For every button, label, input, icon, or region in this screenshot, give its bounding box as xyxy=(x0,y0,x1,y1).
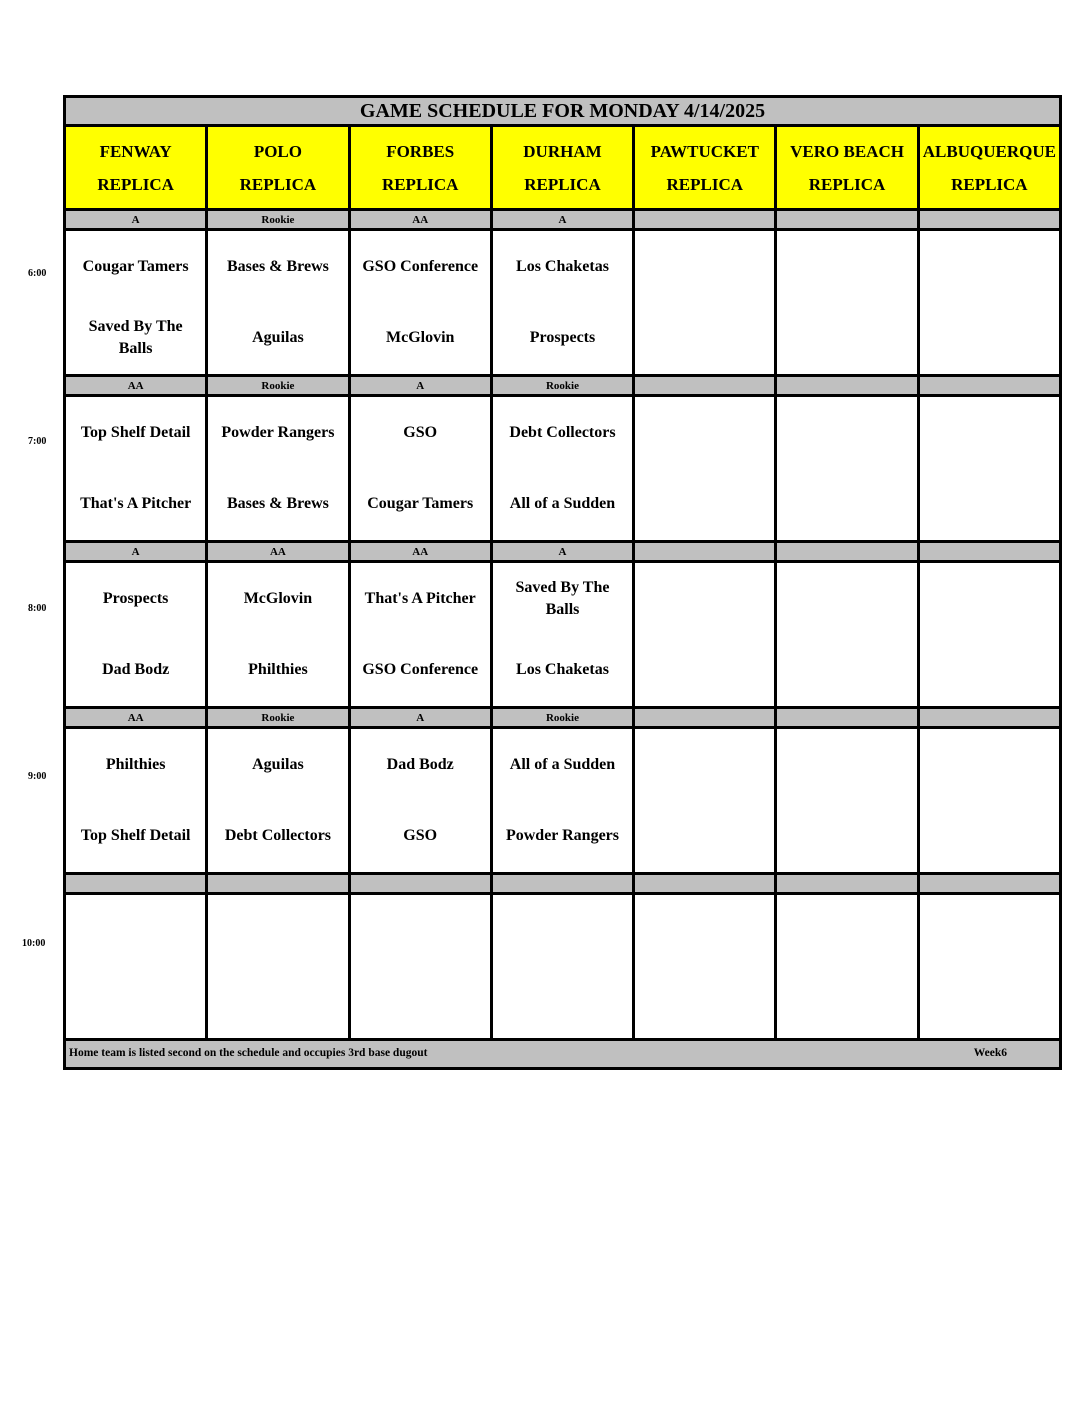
game-cell xyxy=(491,728,633,874)
division-label: A xyxy=(491,542,633,562)
division-label xyxy=(918,210,1060,230)
home-team xyxy=(920,469,1059,541)
home-team: Top Shelf Detail xyxy=(80,827,191,845)
home-team: Saved By The Balls xyxy=(88,318,183,358)
home-team: Aguilas xyxy=(252,329,304,347)
field-header xyxy=(207,126,349,210)
game-cell xyxy=(349,396,491,542)
away-team xyxy=(920,895,1059,967)
game-cell xyxy=(918,396,1060,542)
game-cell xyxy=(65,396,207,542)
away-team xyxy=(777,729,916,801)
week-label: Week6 xyxy=(973,1047,1007,1059)
field-header xyxy=(776,126,918,210)
division-label xyxy=(634,708,776,728)
home-team: That's A Pitcher xyxy=(80,495,192,513)
away-team xyxy=(635,895,774,967)
division-label xyxy=(634,210,776,230)
game-cell xyxy=(65,894,207,1040)
away-team xyxy=(208,895,347,967)
division-label: Rookie xyxy=(491,376,633,396)
game-cell xyxy=(207,728,349,874)
away-team xyxy=(635,729,774,801)
division-label: A xyxy=(349,708,491,728)
field-subtitle: REPLICA xyxy=(97,174,174,194)
home-team: Bases & Brews xyxy=(226,495,329,513)
field-header xyxy=(491,126,633,210)
division-label xyxy=(491,874,633,894)
away-team: GSO xyxy=(403,423,438,441)
field-name: FENWAY xyxy=(99,141,172,161)
home-team xyxy=(351,967,490,1039)
away-team: Top Shelf Detail xyxy=(80,423,191,441)
game-cell xyxy=(918,728,1060,874)
game-cell xyxy=(918,230,1060,376)
division-label: A xyxy=(65,542,207,562)
division-label xyxy=(349,874,491,894)
division-label: Rookie xyxy=(207,210,349,230)
division-row xyxy=(65,542,1061,562)
game-cell xyxy=(65,230,207,376)
field-header xyxy=(65,126,207,210)
home-team xyxy=(920,635,1059,707)
home-team xyxy=(777,801,916,873)
field-name: PAWTUCKET xyxy=(650,141,759,161)
field-header xyxy=(349,126,491,210)
field-subtitle: REPLICA xyxy=(666,174,744,194)
home-team xyxy=(635,303,774,375)
home-team xyxy=(920,967,1059,1039)
home-team xyxy=(208,967,347,1039)
game-cell xyxy=(634,562,776,708)
division-label: Rookie xyxy=(491,708,633,728)
away-team: GSO Conference xyxy=(362,257,479,275)
home-team xyxy=(777,635,916,707)
away-team xyxy=(777,895,916,967)
schedule-title: GAME SCHEDULE FOR MONDAY 4/14/2025 xyxy=(65,97,1061,126)
away-team xyxy=(920,231,1059,303)
away-team xyxy=(493,895,632,967)
away-team xyxy=(66,895,205,967)
home-team xyxy=(777,967,916,1039)
away-team xyxy=(351,895,490,967)
game-cell xyxy=(207,894,349,1040)
home-team xyxy=(635,801,774,873)
division-label xyxy=(918,708,1060,728)
time-label: 9:00 xyxy=(28,771,47,782)
home-team: All of a Sudden xyxy=(509,495,616,513)
field-subtitle: REPLICA xyxy=(524,174,601,194)
home-team: GSO Conference xyxy=(362,661,479,679)
field-subtitle: REPLICA xyxy=(381,174,459,194)
game-cell xyxy=(918,562,1060,708)
game-cell xyxy=(491,230,633,376)
game-cell xyxy=(634,728,776,874)
game-cell xyxy=(776,396,918,542)
division-label xyxy=(776,874,918,894)
home-team: Prospects xyxy=(529,329,596,347)
away-team: That's A Pitcher xyxy=(364,589,476,607)
time-label: 6:00 xyxy=(28,268,47,279)
game-cell xyxy=(491,894,633,1040)
game-cell xyxy=(776,230,918,376)
division-label xyxy=(634,874,776,894)
field-header xyxy=(918,126,1060,210)
game-cell xyxy=(349,894,491,1040)
division-row xyxy=(65,708,1061,728)
home-team: Powder Rangers xyxy=(505,827,619,845)
field-name: VERO BEACH xyxy=(790,141,904,161)
game-cell xyxy=(207,562,349,708)
home-team: GSO xyxy=(403,827,438,845)
game-cell xyxy=(634,396,776,542)
time-label: 10:00 xyxy=(22,938,46,949)
division-label: A xyxy=(491,210,633,230)
time-column xyxy=(0,0,64,1408)
home-team: McGlovin xyxy=(385,329,455,347)
away-team: McGlovin xyxy=(243,589,313,607)
division-label: AA xyxy=(65,376,207,396)
home-team xyxy=(635,967,774,1039)
away-team: All of a Sudden xyxy=(509,755,616,773)
home-team xyxy=(920,801,1059,873)
field-name: ALBUQUERQUE xyxy=(922,141,1056,161)
home-team: Debt Collectors xyxy=(224,827,332,845)
game-cell xyxy=(776,728,918,874)
field-subtitle: REPLICA xyxy=(951,174,1028,194)
away-team xyxy=(777,397,916,469)
division-label: AA xyxy=(207,542,349,562)
time-label: 8:00 xyxy=(28,603,47,614)
footer-note: Home team is listed second on the schedule and occupies 3rd base dugout xyxy=(69,1047,428,1059)
home-team xyxy=(635,635,774,707)
division-label xyxy=(634,376,776,396)
game-row xyxy=(65,894,1061,1040)
game-cell xyxy=(349,728,491,874)
field-subtitle: REPLICA xyxy=(239,174,317,194)
away-team xyxy=(777,563,916,635)
game-cell xyxy=(491,562,633,708)
game-cell xyxy=(65,728,207,874)
game-cell xyxy=(776,894,918,1040)
division-label: AA xyxy=(349,210,491,230)
away-team xyxy=(920,397,1059,469)
away-team xyxy=(635,231,774,303)
home-team xyxy=(635,469,774,541)
home-team xyxy=(920,303,1059,375)
field-header xyxy=(634,126,776,210)
game-cell xyxy=(776,562,918,708)
schedule-table xyxy=(63,95,1062,1070)
game-cell xyxy=(349,562,491,708)
away-team xyxy=(920,563,1059,635)
time-label: 7:00 xyxy=(28,436,47,447)
away-team: Dad Bodz xyxy=(386,755,454,773)
footer-cell xyxy=(65,1040,1061,1069)
game-cell xyxy=(207,230,349,376)
away-team: Los Chaketas xyxy=(516,257,609,275)
game-row xyxy=(65,230,1061,376)
field-subtitle: REPLICA xyxy=(808,174,886,194)
footer-row xyxy=(65,1040,1061,1069)
division-label xyxy=(207,874,349,894)
division-label xyxy=(776,708,918,728)
division-label xyxy=(634,542,776,562)
away-team xyxy=(635,397,774,469)
division-label xyxy=(918,874,1060,894)
division-label: AA xyxy=(349,542,491,562)
division-row xyxy=(65,210,1061,230)
division-label xyxy=(65,874,207,894)
field-name: POLO xyxy=(253,141,302,161)
away-team: Powder Rangers xyxy=(221,423,335,441)
home-team xyxy=(66,967,205,1039)
away-team: Saved By The Balls xyxy=(515,578,610,618)
away-team: Bases & Brews xyxy=(226,257,329,275)
division-label: AA xyxy=(65,708,207,728)
field-name: DURHAM xyxy=(523,141,602,161)
division-row xyxy=(65,874,1061,894)
home-team xyxy=(777,303,916,375)
field-name: FORBES xyxy=(386,141,455,161)
home-team: Dad Bodz xyxy=(102,661,170,679)
away-team xyxy=(920,729,1059,801)
game-cell xyxy=(634,230,776,376)
game-row xyxy=(65,396,1061,542)
home-team: Cougar Tamers xyxy=(367,495,474,513)
home-team: Philthies xyxy=(248,661,308,679)
field-header-row xyxy=(65,126,1061,210)
title-row xyxy=(65,97,1061,126)
home-team xyxy=(493,967,632,1039)
game-cell xyxy=(65,562,207,708)
division-row xyxy=(65,376,1061,396)
division-label: A xyxy=(349,376,491,396)
division-label xyxy=(776,542,918,562)
division-label xyxy=(918,542,1060,562)
division-label xyxy=(776,376,918,396)
away-team: Debt Collectors xyxy=(509,423,616,441)
game-cell xyxy=(207,396,349,542)
home-team: Los Chaketas xyxy=(516,661,609,679)
away-team: Cougar Tamers xyxy=(82,257,189,275)
home-team xyxy=(777,469,916,541)
game-row xyxy=(65,562,1061,708)
game-cell xyxy=(349,230,491,376)
away-team xyxy=(777,231,916,303)
game-cell xyxy=(491,396,633,542)
game-cell xyxy=(918,894,1060,1040)
away-team: Prospects xyxy=(102,589,169,607)
division-label xyxy=(918,376,1060,396)
division-label: Rookie xyxy=(207,708,349,728)
division-label xyxy=(776,210,918,230)
game-cell xyxy=(634,894,776,1040)
game-row xyxy=(65,728,1061,874)
away-team: Philthies xyxy=(105,755,166,773)
division-label: A xyxy=(65,210,207,230)
away-team: Aguilas xyxy=(252,755,304,773)
division-label: Rookie xyxy=(207,376,349,396)
away-team xyxy=(635,563,774,635)
